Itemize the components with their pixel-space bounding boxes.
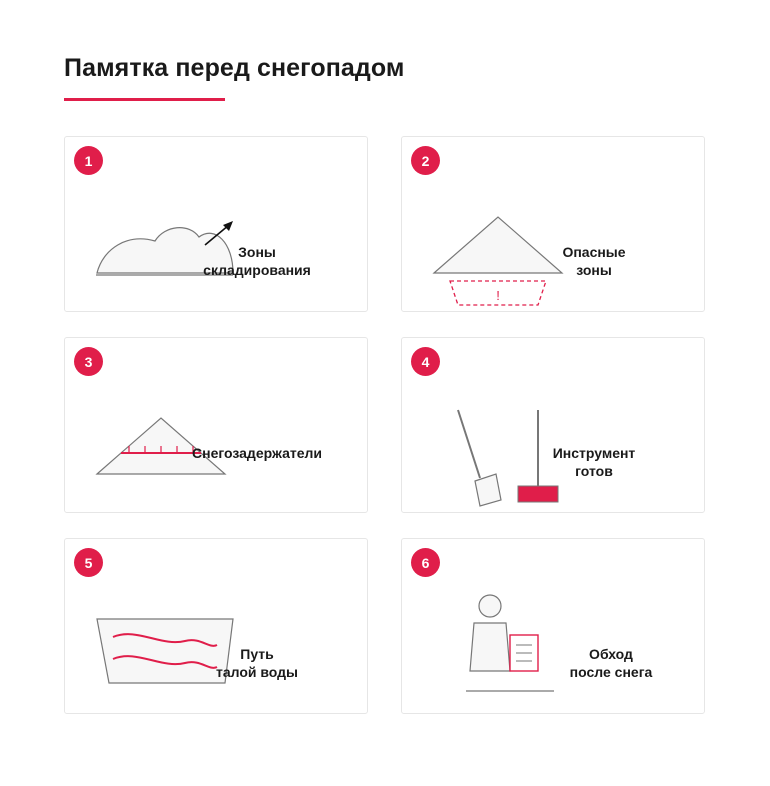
card-meltwater-path xyxy=(64,538,368,714)
roof-danger-zone-icon xyxy=(402,137,706,313)
roof-snow-guard-icon xyxy=(65,338,369,514)
card-number-badge: 6 xyxy=(411,548,440,577)
card-number-badge: 4 xyxy=(411,347,440,376)
card-label: Путь талой воды xyxy=(215,646,299,680)
card-label: Зоны складирования xyxy=(203,244,311,278)
card-tools-ready xyxy=(401,337,705,513)
card-number-badge: 1 xyxy=(74,146,103,175)
card-post-snow-inspection xyxy=(401,538,705,714)
card-danger-zones xyxy=(401,136,705,312)
card-label: Опасные зоны xyxy=(562,244,626,278)
warning-mark: ! xyxy=(496,288,500,303)
page-title: Памятка перед снегопадом xyxy=(64,54,405,82)
card-label: Обход после снега xyxy=(569,646,653,680)
card-number-badge: 3 xyxy=(74,347,103,376)
snow-pile-icon xyxy=(65,137,369,313)
shovel-and-scraper-icon xyxy=(402,338,706,514)
card-number-badge: 5 xyxy=(74,548,103,577)
card-label: Инструмент готов xyxy=(552,445,636,479)
card-snow-guards xyxy=(64,337,368,513)
inspection-person-icon xyxy=(402,539,706,715)
card-storage-zones xyxy=(64,136,368,312)
card-number-badge: 2 xyxy=(411,146,440,175)
card-label: Снегозадержатели xyxy=(192,445,322,461)
title-underline xyxy=(64,98,225,101)
meltwater-channel-icon xyxy=(65,539,369,715)
